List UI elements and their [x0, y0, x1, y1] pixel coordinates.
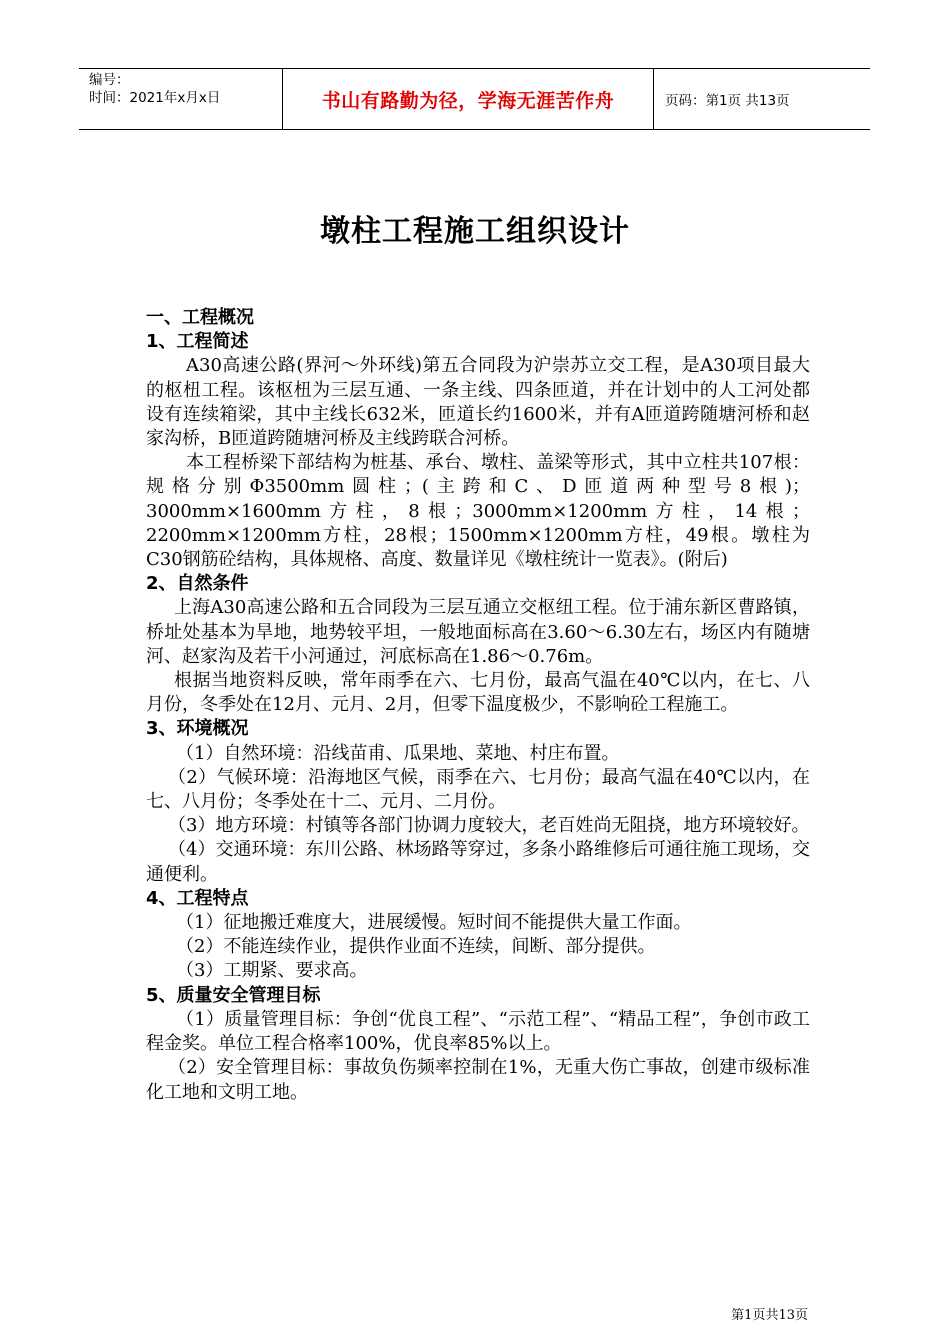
header-meta [79, 69, 282, 129]
paragraph: A30高速公路(界河～外环线)第五合同段为沪崇苏立交工程，是A30项目最大的枢杻工程。该枢杻为三层互通、一条主线、四条匝道，并在计划中的人工河处都设有连续箱梁，其中主线长632米，匝道长约1600米，并有A匝道跨随塘河桥和赵家沟桥，B匝道跨随塘河桥及主线跨联合河桥。 [146, 355, 810, 450]
subsection-heading: 3、环境概况 [146, 718, 249, 740]
paragraph: （4）交通环境：东川公路、林场路等穿过，多条小路维修后可通往施工现场，交通便利。 [146, 839, 810, 885]
paragraph: （3）地方环境：村镇等各部门协调力度较大，老百姓尚无阻挠，地方环境较好。 [168, 815, 810, 837]
paragraph: （2）安全管理目标：事故负伤频率控制在1%，无重大伤亡事故，创建市级标准化工地和文明工地。 [146, 1057, 810, 1103]
paragraph: 根据当地资料反映，常年雨季在六、七月份，最高气温在40℃以内，在七、八月份，冬季处在12月、元月、2月，但零下温度极少，不影响砼工程施工。 [146, 670, 810, 716]
subsection-heading: 5、质量安全管理目标 [146, 984, 321, 1006]
paragraph: 上海A30高速公路和五合同段为三层互通立交枢纽工程。位于浦东新区曹路镇，桥址处基本为旱地，地势较平坦，一般地面标高在3.60～6.30左右，场区内有随塘河、赵家沟及若干小河通过，河底标高在1.86～0.76m。 [146, 597, 810, 667]
page-footer: 第1页共13页 [731, 1308, 808, 1323]
paragraph: （1）征地搬迁难度大，进展缓慢。短时间不能提供大量工作面。 [176, 912, 692, 934]
paragraph: （2）不能连续作业，提供作业面不连续，间断、部分提供。 [176, 936, 656, 958]
header-page-number: 页码：第1页 共13页 [665, 93, 790, 109]
subsection-heading: 1、工程简述 [146, 331, 249, 353]
paragraph: （1）自然环境：沿线苗甫、瓜果地、菜地、村庄布置。 [176, 742, 620, 764]
page-header [79, 68, 870, 130]
subsection-heading: 4、工程特点 [146, 887, 249, 909]
paragraph: 本工程桥梁下部结构为桩基、承台、墩柱、盖梁等形式，其中立柱共107根：规格分别Φ3500mm圆柱；(主跨和C、D匝道两种型号8根)；3000mm×1600mm方柱，8根；3000mm×1200mm方柱，14根；2200mm×1200mm方柱，28根；1500mm×1200mm方柱，49根。墩柱为C30钢筋砼结构，具体规格、高度、数量详见《墩柱统计一览表》。(附后) [146, 452, 810, 571]
document-body [146, 306, 810, 1105]
header-motto: 书山有路勤为径，学海无涯苦作舟 [282, 69, 654, 129]
paragraph: （1）质量管理目标：争创“优良工程”、“示范工程”、“精品工程”，争创市政工程金奖。单位工程合格率100%，优良率85%以上。 [146, 1008, 810, 1055]
document-number-label: 编号： [89, 72, 130, 88]
paragraph: （2）气候环境：沿海地区气候，雨季在六、七月份；最高气温在40℃以内，在七、八月份；冬季处在十二、元月、二月份。 [146, 766, 810, 813]
document-title: 墩柱工程施工组织设计 [320, 214, 630, 249]
section-heading: 一、工程概况 [146, 307, 254, 328]
subsection-heading: 2、自然条件 [146, 573, 249, 595]
paragraph: （3）工期紧、要求高。 [176, 960, 368, 982]
document-date-label: 时间：2021年x月x日 [89, 90, 221, 106]
